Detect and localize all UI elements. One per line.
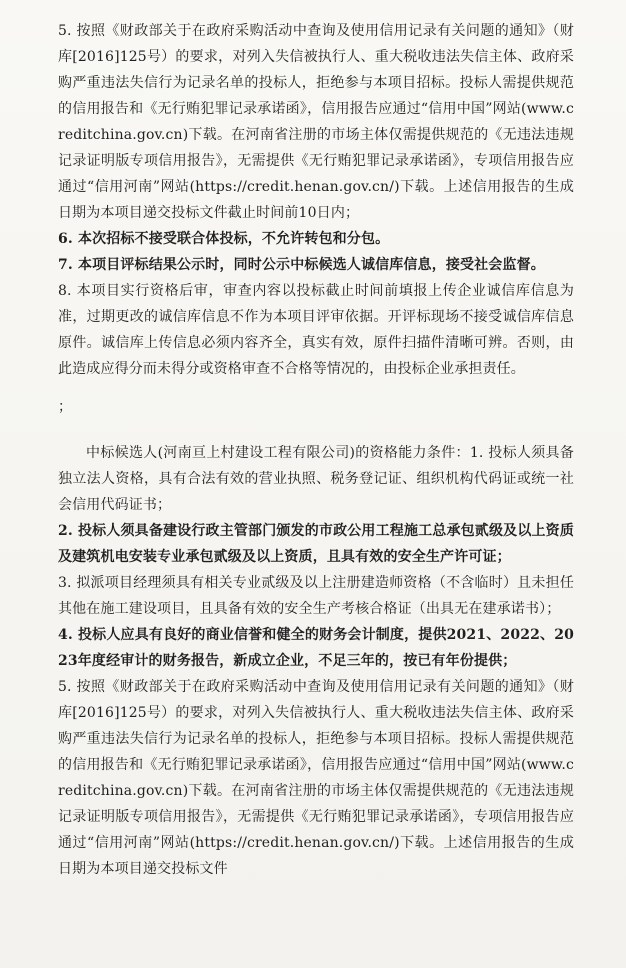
paragraph-7-publicity: 7. 本项目评标结果公示时，同时公示中标候选人诚信库信息，接受社会监督。 <box>58 257 545 273</box>
paragraph-5-credit-check: 5. 按照《财政部关于在政府采购活动中查询及使用信用记录有关问题的通知》（财库[2016]125号）的要求，对列入失信被执行人、重大税收违法失信主体、政府采购严重违法失信行为记录名单的投标人，拒绝参与本项目招标。投标人需提供规范的信用报告和《无行贿犯罪记录承诺函》，信用报告应通过“信用中国”网站(www.creditchina.gov.cn)下载。在河南省注册的市场主体仅需提供规范的《无违法违规记录证明版专项信用报告》，无需提供《无行贿犯罪记录承诺函》，专项信用报告应通过“信用河南”网站(https://credit.henan.gov.cn/)下载。上述信用报告的生成日期为本项目递交投标文件截止时间前10日内； <box>58 23 574 221</box>
paragraph-3-project-manager: 3. 拟派项目经理须具有相关专业贰级及以上注册建造师资格（不含临时）且未担任其他在施工建设项目，且具备有效的安全生产考核合格证（出具无在建承诺书）； <box>58 575 574 617</box>
paragraph-5-credit-check-repeat: 5. 按照《财政部关于在政府采购活动中查询及使用信用记录有关问题的通知》（财库[2016]125号）的要求，对列入失信被执行人、重大税收违法失信主体、政府采购严重违法失信行为记录名单的投标人，拒绝参与本项目招标。投标人需提供规范的信用报告和《无行贿犯罪记录承诺函》，信用报告应通过“信用中国”网站(www.creditchina.gov.cn)下载。在河南省注册的市场主体仅需提供规范的《无违法违规记录证明版专项信用报告》，无需提供《无行贿犯罪记录承诺函》，专项信用报告应通过“信用河南”网站(https://credit.henan.gov.cn/)下载。上述信用报告的生成日期为本项目递交投标文件 <box>58 679 574 877</box>
paragraph-6-no-consortium: 6. 本次招标不接受联合体投标，不允许转包和分包。 <box>58 231 390 247</box>
paragraph-2-qualification: 2. 投标人须具备建设行政主管部门颁发的市政公用工程施工总承包贰级及以上资质及建筑机电安装专业承包贰级及以上资质，且具有效的安全生产许可证； <box>58 523 574 565</box>
paragraph-winning-candidate-conditions: 中标候选人(河南亘上村建设工程有限公司)的资格能力条件：1. 投标人须具备独立法人资格，具有合法有效的营业执照、税务登记证、组织机构代码证或统一社会信用代码证书； <box>58 445 574 513</box>
semicolon-marker: ； <box>58 399 72 415</box>
paragraph-4-financial-report: 4. 投标人应具有良好的商业信誉和健全的财务会计制度，提供2021、2022、2023年度经审计的财务报告，新成立企业，不足三年的，按已有年份提供； <box>58 627 574 669</box>
paragraph-8-post-qualification: 8. 本项目实行资格后审，审查内容以投标截止时间前填报上传企业诚信库信息为准，过期更改的诚信库信息不作为本项目评审依据。开评标现场不接受诚信库信息原件。诚信库上传信息必须内容齐全，真实有效，原件扫描件清晰可辨。否则，由此造成应得分而未得分或资格审查不合格等情况的，由投标企业承担责任。 <box>58 283 574 377</box>
